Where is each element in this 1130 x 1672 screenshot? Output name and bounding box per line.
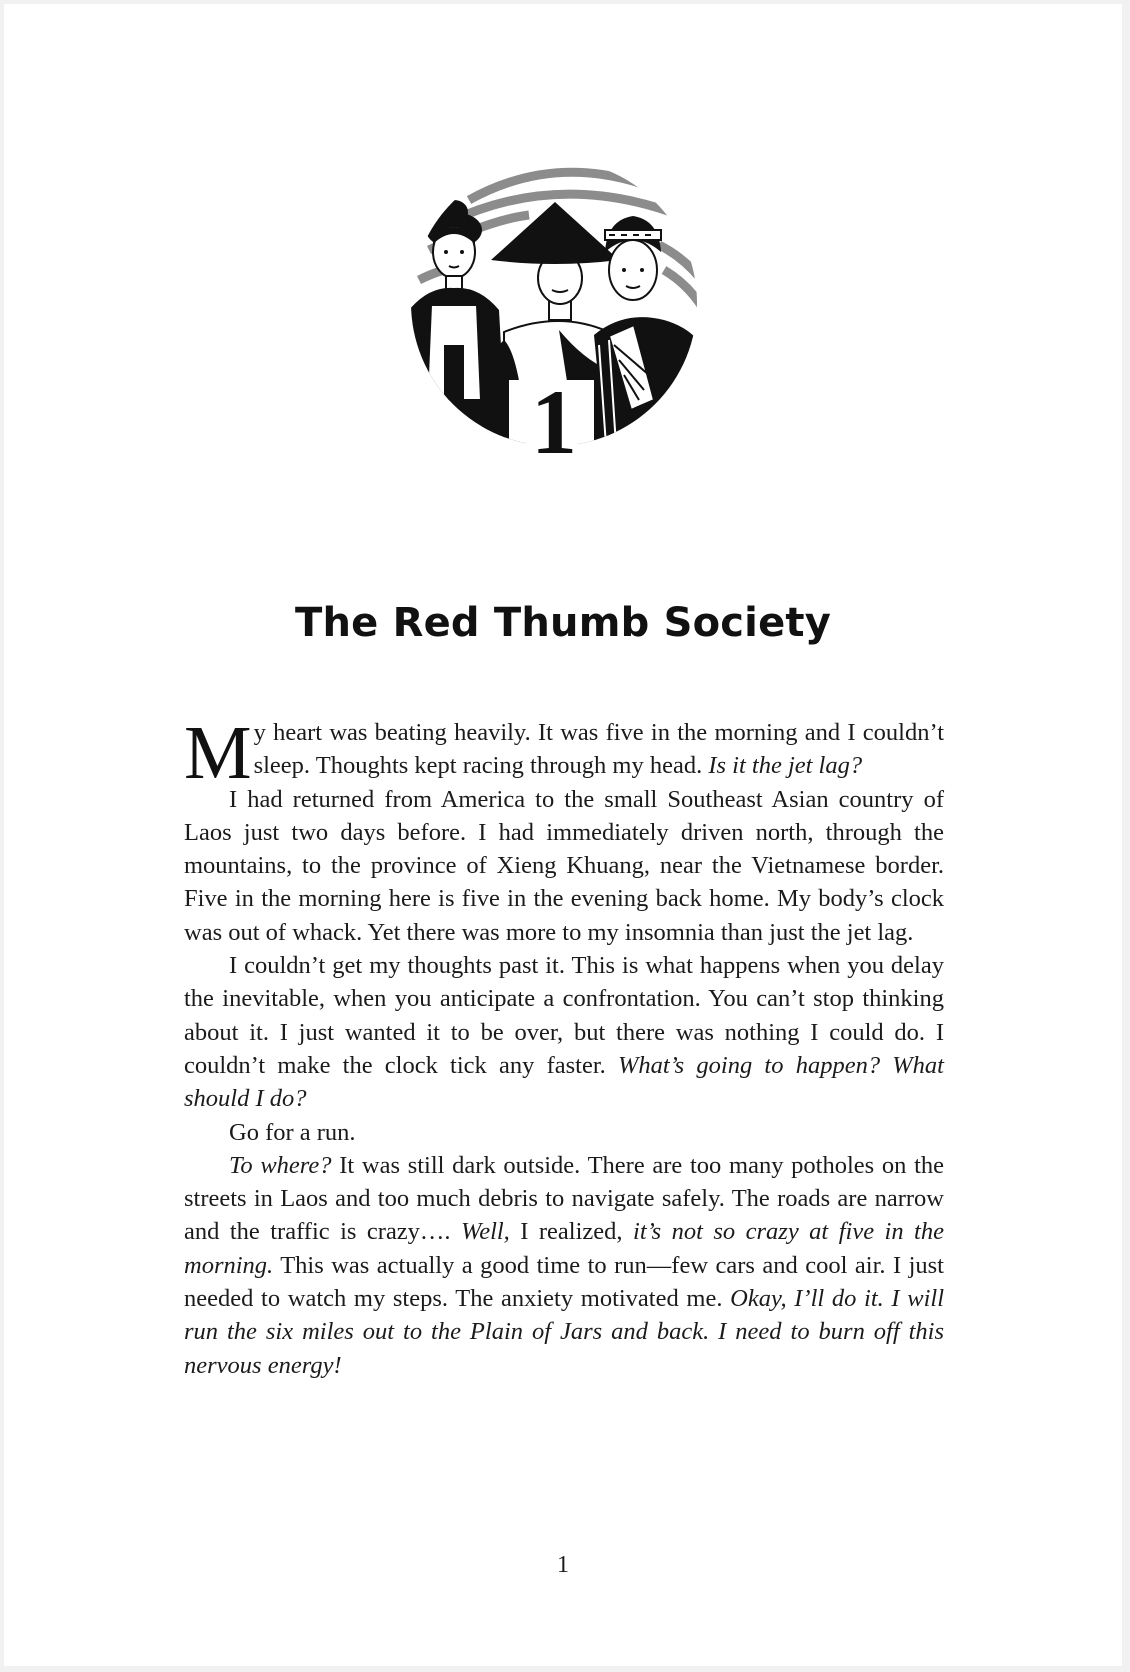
paragraph-5-italic-1: To where? <box>229 1151 332 1179</box>
paragraph-5-italic-4: Okay, I’ll do it. I will run the six miles out to the Plain of Jars and back. I need to burn off this nervous energy! <box>184 1285 944 1379</box>
right-woman <box>594 216 709 490</box>
paragraph-5 <box>184 1149 944 1382</box>
paragraph-1-text: y heart was beating heavily. It was five in the morning and I couldn’t sleep. Thoughts kept racing through my head. <box>253 719 944 780</box>
paragraph-5-italic-3: it’s not so crazy at five in the morning. <box>184 1218 944 1279</box>
chapter-title: The Red Thumb Society <box>294 600 832 646</box>
page-number: 1 <box>557 1552 569 1578</box>
paragraph-5-text-1: It was still dark outside. There are too many potholes on the streets in Laos and too much debris to navigate safely. The roads are narrow and the traffic is crazy…. <box>184 1151 944 1246</box>
paragraph-3-italic: What’s going to happen? What should I do? <box>184 1051 944 1113</box>
paragraph-5-italic-2: Well, <box>461 1218 510 1246</box>
paragraph-4: Go for a run. <box>229 1118 356 1146</box>
paragraph-3-text: I couldn’t get my thoughts past it. This is what happens when you delay the inevitable, when you anticipate a confrontation. You can’t stop thinking about it. I just wanted it to be over, but there was nothing I could do. I couldn’t make the clock tick any faster. <box>184 952 944 1079</box>
drop-cap: M <box>184 711 252 795</box>
paragraph-2: I had returned from America to the small Southeast Asian country of Laos just two days before. I had immediately driven north, through the mountains, to the province of Xieng Khuang, near the Vietnamese border. Five in the morning here is five in the evening back home. My body’s clock was out of whack. Yet there was more to my insomnia than just the jet lag. <box>184 785 944 946</box>
three-women-circle-illustration <box>409 160 731 490</box>
chapter-number: 1 <box>531 371 577 473</box>
paragraph-1-italic: Is it the jet lag? <box>708 752 863 780</box>
paragraph-1 <box>184 711 944 795</box>
book-page <box>4 4 1122 1666</box>
chapter-body <box>184 711 944 1382</box>
paragraph-5-text-3: This was actually a good time to run—few cars and cool air. I just needed to watch my steps. The anxiety motivated me. <box>184 1251 944 1313</box>
paragraph-5-text-2: I realized, <box>509 1218 634 1246</box>
paragraph-3 <box>184 949 944 1115</box>
left-woman <box>409 200 509 490</box>
